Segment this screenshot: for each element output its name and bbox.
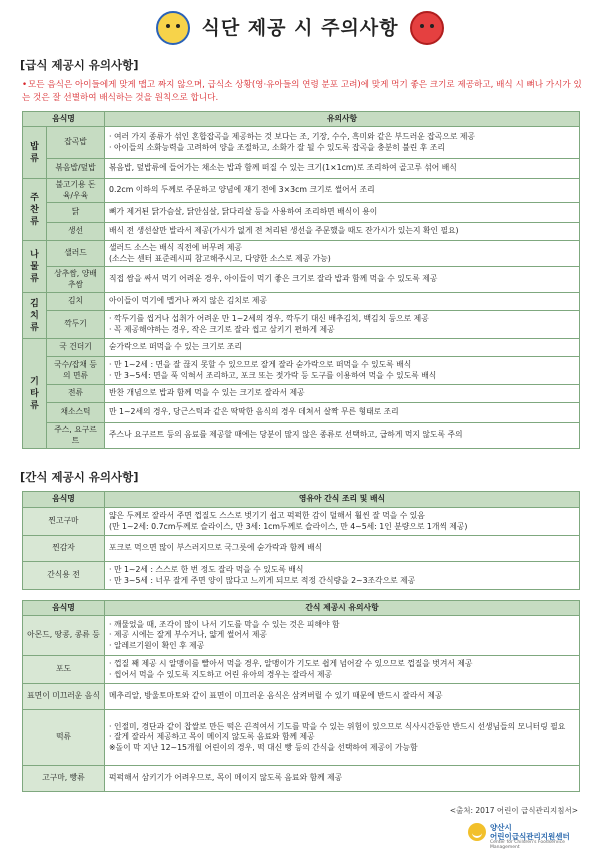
meal-header-food: 음식명 [23, 112, 105, 127]
title-area [0, 10, 600, 50]
food-name-cell: 포도 [23, 656, 105, 684]
note-line: 샐러드 소스는 배식 직전에 버무려 제공 [109, 243, 242, 252]
category-cell [23, 127, 47, 179]
note-line: 배식 전 생선살만 발라서 제공(가시가 없게 전 처리된 생선을 주문했을 때도 잔가시가 있는지 확인 필요) [109, 226, 459, 236]
note-line: 얇은 두께로 잘라서 주면 껍질도 스스로 벗기기 쉽고 퍽퍽한 감이 덜해서 훨씬 잘 먹을 수 있음 [109, 511, 425, 520]
note-cell [105, 403, 580, 423]
snack-section-heading: [간식 제공시 유의사항] [20, 470, 139, 484]
food-name-cell: 간식용 전 [23, 562, 105, 590]
food-name-cell: 국수/잡채 등의 면류 [47, 357, 105, 385]
food-name-cell: 잡곡밥 [47, 127, 105, 159]
note-cell [105, 423, 580, 449]
food-name-cell: 주스, 요구르트 [47, 423, 105, 449]
food-name-cell: 전류 [47, 385, 105, 403]
note-cell [105, 179, 580, 203]
note-line: (만 1~2세: 0.7cm두께로 슬라이스, 만 3세: 1cm두께로 슬라이스, 만 4~5세: 1인 분량으로 1개씩 제공) [109, 521, 468, 531]
meal-section-heading: [급식 제공시 유의사항] [20, 58, 139, 72]
snack1-header-food: 음식명 [23, 492, 105, 508]
chef-mascot-icon [410, 11, 444, 45]
food-name-cell: 아몬드, 땅콩, 콩류 등 [23, 616, 105, 656]
note-line: 메추리알, 방울토마토와 같이 표면이 미끄러운 음식은 삼켜버릴 수 있기 때문에 반드시 잘라서 제공 [109, 691, 443, 701]
note-cell [105, 357, 580, 385]
table-row [23, 159, 580, 179]
food-name-cell: 표면이 미끄러운 음식 [23, 684, 105, 710]
note-line: 볶음밥, 덮밥류에 들어가는 채소는 밥과 함께 떠질 수 있는 크기(1×1cm)로 조리하여 골고루 섞어 배식 [109, 163, 457, 173]
table-row [23, 339, 580, 357]
note-line: · 아이들의 소화능력을 고려하여 양을 조절하고, 소화가 잘 될 수 있도록 잡곡을 충분히 불린 후 조리 [109, 142, 445, 152]
category-cell [23, 241, 47, 293]
note-cell [105, 203, 580, 223]
category-label: 나물류 [30, 249, 39, 284]
note-line: · 잘게 잘라서 제공하고 목이 메이지 않도록 음료와 함께 제공 [109, 732, 315, 742]
note-cell [105, 766, 580, 792]
food-name-cell: 닭 [47, 203, 105, 223]
note-cell [105, 508, 580, 536]
note-cell [105, 710, 580, 766]
food-name-cell: 떡류 [23, 710, 105, 766]
table-row [23, 710, 580, 766]
page-title: 식단 제공 시 주의사항 [201, 17, 399, 39]
snack1-header-note: 영유아 간식 조리 및 배식 [105, 492, 580, 508]
meal-table [22, 111, 580, 449]
table-row [23, 508, 580, 536]
category-cell [23, 179, 47, 241]
meal-header-note: 유의사항 [105, 112, 580, 127]
table-row [23, 684, 580, 710]
category-cell [23, 339, 47, 449]
note-line: 0.2cm 이하의 두께로 주문하고 양념에 재기 전에 3×3cm 크기로 썰어서 조리 [109, 185, 375, 195]
note-line: · 꼭 제공해야하는 경우, 작은 크기로 잘라 씹고 삼키기 편하게 제공 [109, 324, 335, 334]
note-line: · 껍질 째 제공 시 알맹이를 빨아서 먹을 경우, 알맹이가 기도로 쉽게 넘어갈 수 있으므로 껍질을 벗겨서 제공 [109, 659, 473, 668]
note-line: · 만 3~5세 : 너무 잘게 주면 양이 많다고 느끼게 되므로 적정 간식량을 2~3조각으로 제공 [109, 575, 416, 585]
food-name-cell: 생선 [47, 223, 105, 241]
note-line: · 씹어서 먹을 수 있도록 지도하고 어린 유아의 경우는 잘라서 제공 [109, 669, 333, 679]
note-cell [105, 223, 580, 241]
table-row [23, 311, 580, 339]
snack-table-prep [22, 491, 580, 590]
logo-line2: 어린이급식관리지원센터 [490, 832, 570, 841]
note-line: · 만 3~5세: 면을 푹 익혀서 조리하고, 포크 또는 젓가락 등 도구를 이용하여 먹을 수 있도록 배식 [109, 370, 437, 380]
table-row [23, 223, 580, 241]
category-cell [23, 293, 47, 339]
note-line: 아이들이 먹기에 맵거나 짜지 않은 김치로 제공 [109, 296, 267, 306]
table-row [23, 403, 580, 423]
source-citation: <출처: 2017 어린이 급식관리지침서> [449, 806, 578, 815]
table-row [23, 536, 580, 562]
table-row [23, 423, 580, 449]
category-label: 밥류 [30, 141, 39, 164]
snack2-header-note: 간식 제공시 유의사항 [105, 601, 580, 616]
note-line: · 만 1~2세 : 면을 잘 끊지 못할 수 있으므로 잘게 잘라 숟가락으로 떠먹을 수 있도록 배식 [109, 360, 412, 369]
note-cell [105, 339, 580, 357]
table-row [23, 179, 580, 203]
note-line: 퍽퍽해서 삼키기가 어려우므로, 목이 메이지 않도록 음료와 함께 제공 [109, 773, 343, 783]
meal-note-text: 모든 음식은 아이들에게 맞게 맵고 짜지 않으며, 급식소 상황(영·유아들의 연령 분포 고려)에 맞게 먹기 좋은 크기로 제공하고, 배식 시 뼈나 가시가 있는 것은 잘 선별하여 배식하는 것을 원칙으로 합니다. [22, 80, 582, 103]
snack2-header-food: 음식명 [23, 601, 105, 616]
note-cell [105, 656, 580, 684]
note-cell [105, 159, 580, 179]
child-mascot-icon [156, 11, 190, 45]
note-line: · 제공 시에는 잘게 부수거나, 얇게 썰어서 제공 [109, 630, 267, 640]
food-name-cell: 깍두기 [47, 311, 105, 339]
table-row [23, 293, 580, 311]
table-row [23, 241, 580, 267]
food-name-cell: 채소스틱 [47, 403, 105, 423]
center-logo [468, 822, 578, 850]
category-label: 기타류 [30, 376, 39, 411]
food-name-cell: 찐고구마 [23, 508, 105, 536]
note-line: 반찬 개념으로 밥과 함께 먹을 수 있는 크기로 잘라서 제공 [109, 388, 305, 398]
meal-note: •모든 음식은 아이들에게 맞게 맵고 짜지 않으며, 급식소 상황(영·유아들의 연령 분포 고려)에 맞게 먹기 좋은 크기로 제공하고, 배식 시 뼈나 가시가 있는 것은 잘 선별하여 배식하는 것을 원칙으로 합니다. [22, 80, 582, 103]
table-row [23, 656, 580, 684]
table-row [23, 616, 580, 656]
note-cell [105, 385, 580, 403]
table-row [23, 127, 580, 159]
logo-line3: Center for Children's Foodservice Management [490, 840, 565, 850]
note-line: (소스는 센터 표준레시피 참고해주시고, 다양한 소스로 제공 가능) [109, 253, 331, 263]
note-line: · 알레르기원이 확인 후 제공 [109, 640, 205, 650]
note-cell [105, 127, 580, 159]
table-row [23, 385, 580, 403]
note-line: · 깨물었을 때, 조각이 많이 나서 기도를 막을 수 있는 것은 피해야 함 [109, 619, 340, 629]
note-line: 만 1~2세의 경우, 당근스틱과 같은 딱딱한 음식의 경우 데쳐서 살짝 무른 형태로 조리 [109, 407, 399, 417]
note-cell [105, 536, 580, 562]
food-name-cell: 볶음밥/덮밥 [47, 159, 105, 179]
note-line: ※돌이 막 지난 12~15개월 어린이의 경우, 떡 대신 빵 등의 간식을 선택하여 제공이 가능함 [109, 742, 418, 752]
snack-table-caution [22, 600, 580, 792]
table-row [23, 766, 580, 792]
note-cell [105, 311, 580, 339]
note-cell [105, 616, 580, 656]
note-line: 포크로 먹으면 많이 부스러지므로 국그릇에 숟가락과 함께 배식 [109, 543, 323, 553]
food-name-cell: 찐감자 [23, 536, 105, 562]
food-name-cell: 샐러드 [47, 241, 105, 267]
table-row [23, 203, 580, 223]
food-name-cell: 고구마, 빵류 [23, 766, 105, 792]
category-label: 김치류 [30, 298, 39, 333]
category-label: 주찬류 [30, 192, 39, 227]
smile-logo-icon [468, 823, 486, 841]
note-cell [105, 241, 580, 267]
note-line: · 여러 가지 종류가 섞인 혼합잡곡을 제공하는 것 보다는 조, 기장, 수수, 흑미와 같은 부드러운 잡곡으로 제공 [109, 132, 475, 141]
note-line: 주스나 요구르트 등의 음료를 제공할 때에는 당분이 많지 않은 종류로 선택하고, 급하게 먹지 않도록 주의 [109, 430, 463, 440]
table-row [23, 562, 580, 590]
note-line: · 인절미, 경단과 같이 찹쌀로 만든 떡은 끈적여서 기도를 막을 수 있는 위험이 있으므로 식사시간동안 반드시 선생님들의 모니터링 필요 [109, 721, 566, 731]
table-row [23, 357, 580, 385]
food-name-cell: 상추쌈, 양배추쌈 [47, 267, 105, 293]
note-cell [105, 562, 580, 590]
note-cell [105, 267, 580, 293]
note-line: 뼈가 제거된 닭가슴살, 닭안심살, 닭다리살 등을 사용하여 조리하면 배식이 용이 [109, 207, 378, 217]
note-cell [105, 293, 580, 311]
food-name-cell: 김치 [47, 293, 105, 311]
table-row [23, 267, 580, 293]
note-line: 숟가락으로 떠먹을 수 있는 크기로 조리 [109, 342, 242, 352]
note-line: · 만 1~2세 : 스스로 한 번 정도 잘라 먹을 수 있도록 배식 [109, 565, 304, 574]
food-name-cell: 국 건더기 [47, 339, 105, 357]
note-line: 직접 쌈을 싸서 먹기 어려운 경우, 아이들이 먹기 좋은 크기로 잘라 밥과 함께 먹을 수 있도록 제공 [109, 274, 438, 284]
logo-line1: 양산시 [490, 823, 512, 832]
note-line: · 깍두기를 씹거나 섭취가 어려운 만 1~2세의 경우, 깍두기 대신 배추김치, 백김치 등으로 제공 [109, 314, 429, 323]
food-name-cell: 불고기용 돈육/우육 [47, 179, 105, 203]
note-cell [105, 684, 580, 710]
